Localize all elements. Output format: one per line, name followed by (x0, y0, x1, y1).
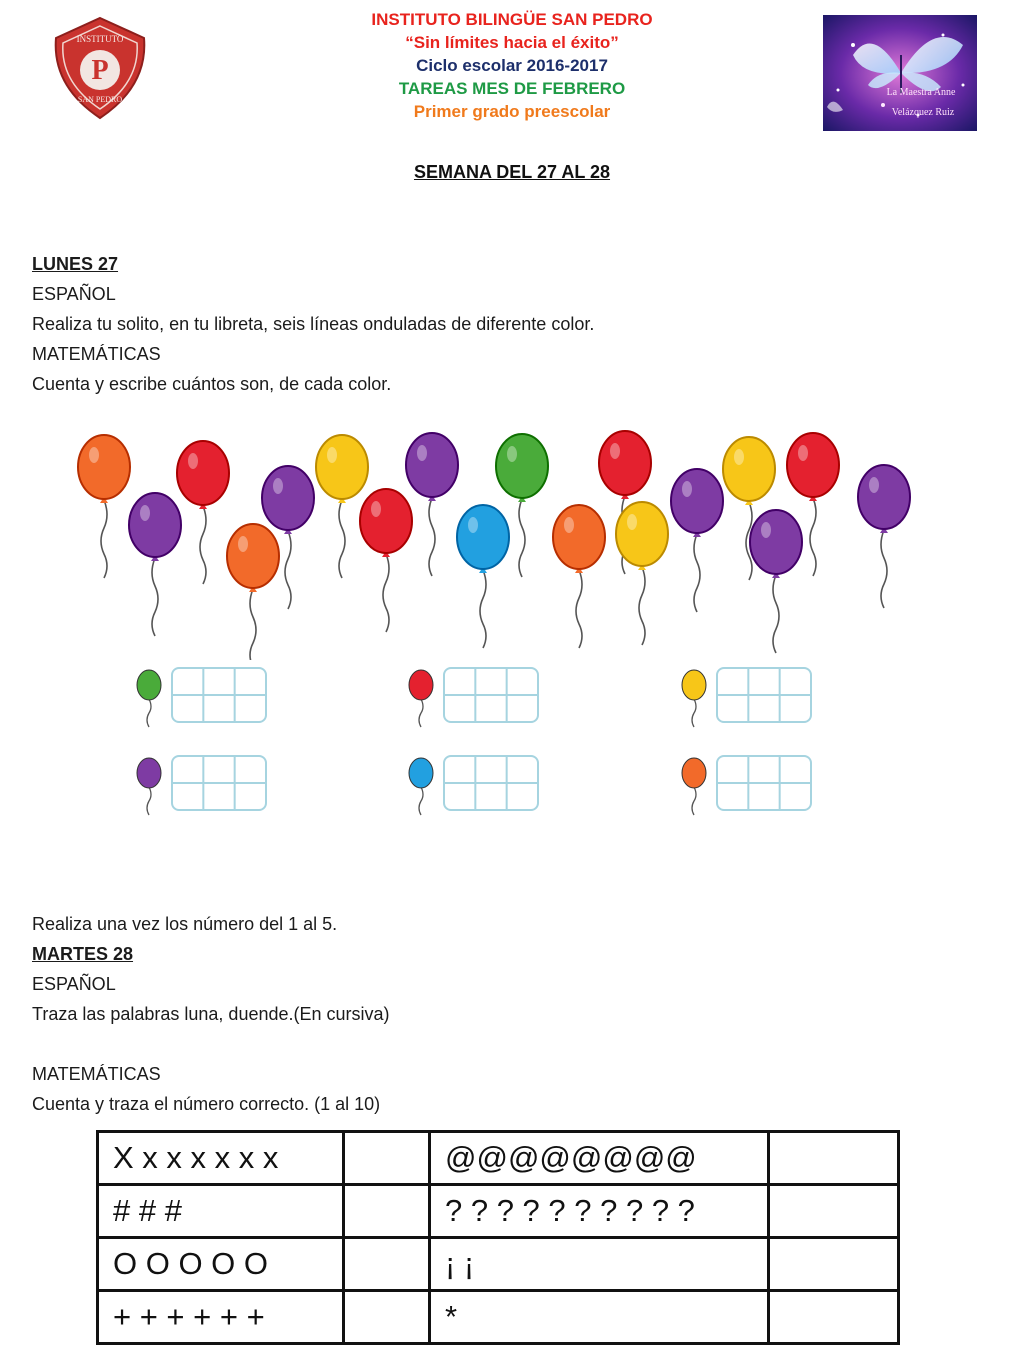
balloon-purple (671, 469, 723, 612)
svg-text:SAN PEDRO: SAN PEDRO (77, 95, 123, 104)
count-box-red[interactable] (409, 668, 538, 727)
monday-numbers-task: Realiza una vez los número del 1 al 5. (32, 914, 338, 934)
tuesday-title: MARTES 28 (32, 944, 134, 964)
answer-cell[interactable] (769, 1238, 899, 1291)
count-box-blue[interactable] (409, 756, 538, 815)
monday-title: LUNES 27 (32, 254, 119, 274)
monday-task-math: Cuenta y escribe cuántos son, de cada color. (32, 374, 392, 394)
school-motto: “Sin límites hacia el éxito” (405, 33, 619, 52)
count-boxes (130, 660, 820, 820)
balloon-purple (129, 493, 181, 636)
svg-text:INSTITUTO: INSTITUTO (76, 34, 124, 44)
balloon-orange (553, 505, 605, 648)
count-box-yellow[interactable] (682, 668, 811, 727)
count-box-purple[interactable] (137, 756, 266, 815)
balloon-purple (406, 433, 458, 576)
balloon-purple (858, 465, 910, 608)
table-row (98, 1132, 899, 1185)
school-logo (48, 16, 152, 120)
svg-text:P: P (91, 55, 109, 86)
week-title: SEMANA DEL 27 AL 28 (413, 162, 611, 182)
symbols-cell: ¡ ¡ (430, 1238, 769, 1291)
school-cycle: Ciclo escolar 2016-2017 (416, 56, 608, 75)
balloon-red (360, 489, 412, 632)
table-row (98, 1238, 899, 1291)
school-name: INSTITUTO BILINGÜE SAN PEDRO (371, 10, 653, 29)
symbols-cell: + + + + + + (98, 1291, 344, 1344)
tuesday-subject-math: MATEMÁTICAS (32, 1064, 161, 1084)
balloon-yellow (316, 435, 368, 578)
tuesday-subject-spanish: ESPAÑOL (32, 974, 116, 994)
answer-cell[interactable] (344, 1291, 430, 1344)
svg-text:Velázquez Ruiz: Velázquez Ruiz (891, 107, 955, 118)
monday-subject-math: MATEMÁTICAS (32, 344, 161, 364)
balloon-orange (78, 435, 130, 578)
table-row (98, 1291, 899, 1344)
tasks-month: TAREAS MES DE FEBRERO (398, 79, 626, 98)
answer-cell[interactable] (769, 1185, 899, 1238)
symbols-cell: X x x x x x x (98, 1132, 344, 1185)
symbols-cell: O O O O O (98, 1238, 344, 1291)
balloon-blue (457, 505, 509, 648)
monday-task-spanish: Realiza tu solito, en tu libreta, seis líneas onduladas de diferente color. (32, 314, 595, 334)
balloon-purple (750, 510, 802, 653)
answer-cell[interactable] (344, 1132, 430, 1185)
count-box-green[interactable] (137, 668, 266, 727)
answer-cell[interactable] (344, 1185, 430, 1238)
answer-cell[interactable] (344, 1238, 430, 1291)
count-box-orange[interactable] (682, 756, 811, 815)
monday-subject-spanish: ESPAÑOL (32, 284, 116, 304)
butterfly-image (823, 15, 977, 131)
balloon-yellow (616, 502, 668, 645)
tuesday-task-math: Cuenta y traza el número correcto. (1 al 10) (32, 1094, 381, 1114)
symbols-cell: ? ? ? ? ? ? ? ? ? ? (430, 1185, 769, 1238)
balloon-red (177, 441, 229, 584)
answer-cell[interactable] (769, 1132, 899, 1185)
svg-text:La Maestra Anne: La Maestra Anne (886, 87, 956, 98)
counting-table (96, 1130, 900, 1345)
symbols-cell: @@@@@@@@ (430, 1132, 769, 1185)
symbols-cell: * (430, 1291, 769, 1344)
tuesday-task-spanish: Traza las palabras luna, duende.(En cursiva) (32, 1004, 390, 1024)
grade-level: Primer grado preescolar (413, 102, 611, 121)
answer-cell[interactable] (769, 1291, 899, 1344)
table-row (98, 1185, 899, 1238)
balloons-illustration (60, 425, 930, 660)
balloon-orange (227, 524, 279, 660)
symbols-cell: # # # (98, 1185, 344, 1238)
